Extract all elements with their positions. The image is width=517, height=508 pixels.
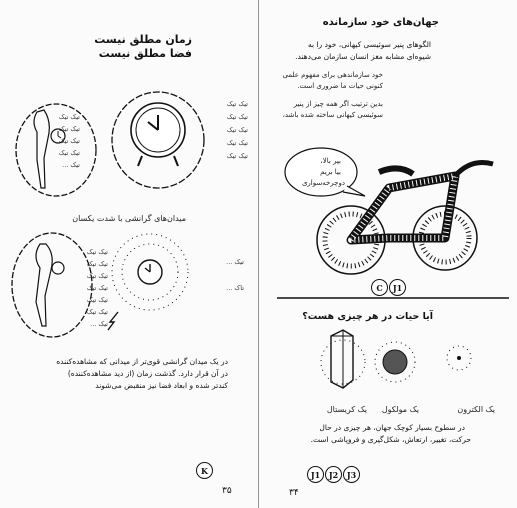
- badge-c: C: [371, 279, 388, 296]
- left-page: [0, 0, 258, 508]
- tick-tl-4: تیک ...: [62, 161, 80, 169]
- badge-j2: J2: [325, 466, 342, 483]
- badge-k: K: [196, 462, 213, 479]
- bubble-line2: بیا بریم: [320, 168, 341, 176]
- label-crystal: یک کریستال: [326, 405, 367, 414]
- right-intro-line1: الگوهای پنیر سوئیسی کیهانی، خود را به: [307, 40, 431, 49]
- tick-bl-0: تیک تیک: [86, 248, 108, 256]
- left-illustrations: [0, 0, 258, 508]
- bubble-line1: بپر بالا،: [320, 157, 341, 165]
- tick-br-0: تیک ...: [226, 258, 244, 266]
- arrow-icon: [108, 312, 118, 330]
- tick-bl-4: تیک تیک: [86, 296, 108, 304]
- small-clock-icon-2: [52, 262, 64, 274]
- badge-j3: J3: [343, 466, 360, 483]
- tick-bl-3: تیک تیک: [86, 284, 108, 292]
- left-caption-middle: میدان‌های گرانشی با شدت یکسان: [72, 214, 186, 223]
- badge-j1-top: J1: [389, 279, 406, 296]
- right-page: [259, 0, 517, 508]
- left-title-line2: فضا مطلق نیست: [98, 47, 192, 60]
- tick-bl-1: تیک تیک: [86, 260, 108, 268]
- man-figure-icon: [34, 110, 49, 188]
- tick-tl-2: تیک تیک: [58, 137, 80, 145]
- left-title-line1: زمان مطلق نیست: [94, 33, 192, 46]
- side-note2-line1: بدین ترتیب اگر همه چیز از پنیر: [293, 100, 383, 108]
- badge-j1-bottom: J1: [307, 466, 324, 483]
- tick-bl-2: تیک تیک: [86, 272, 108, 280]
- man-figure-icon-2: [36, 244, 52, 326]
- label-molecule: یک مولکول: [381, 405, 419, 414]
- bottom-text-line2: حرکت، تغییر، ارتعاش، شکل‌گیری و فروپاشی است.: [310, 435, 471, 444]
- side-note1-line1: خود سازماندهی برای مفهوم علمی: [282, 71, 383, 79]
- left-page-number: ۳۵: [222, 486, 232, 496]
- bubble-line3: دوچرخه‌سواری: [301, 179, 345, 187]
- section-title: آیا حیات در هر چیزی هست؟: [302, 311, 433, 322]
- tick-tr-0: تیک تیک: [226, 100, 248, 108]
- crystal-icon: [321, 330, 365, 388]
- left-paragraph-line1: در یک میدان گرانشی قوی‌تر از میدانی که مشاهده‌کننده: [56, 357, 228, 366]
- right-page-number: ۳۴: [289, 488, 299, 498]
- tick-tr-1: تیک تیک: [226, 113, 248, 121]
- right-title: جهان‌های خود سازمانده: [322, 17, 439, 28]
- side-note2-line2: سوئیسی کیهانی ساخته شده باشد،: [282, 111, 383, 119]
- tick-bl-6: تیک ...: [90, 320, 108, 328]
- left-paragraph-line3: کندتر شده و ابعاد فضا نیز منقبض می‌شوند: [95, 381, 228, 390]
- tick-tl-3: تیک تیک: [58, 149, 80, 157]
- tick-tl-1: تیک تیک: [58, 125, 80, 133]
- molecule-icon: [375, 342, 415, 382]
- tick-tr-4: تیک تیک: [226, 152, 248, 160]
- bottom-text-line1: در سطوح بسیار کوچک جهان، هر چیزی در حال: [319, 423, 465, 432]
- label-electron: یک الکترون: [457, 405, 495, 414]
- left-paragraph-line2: در آن قرار دارد. گذشت زمان (از دید مشاهده‌کننده): [67, 369, 228, 378]
- tick-tr-3: تیک تیک: [226, 139, 248, 147]
- side-note1-line2: کنونی حیات ما ضروری است.: [297, 82, 383, 90]
- tick-tr-2: تیک تیک: [226, 126, 248, 134]
- tick-tl-0: تیک تیک: [58, 113, 80, 121]
- right-intro-line2: شیوه‌ای مشابه مغز انسان سازمان می‌دهند.: [295, 52, 431, 61]
- tick-bl-5: تیک تیک: [86, 308, 108, 316]
- electron-icon: [447, 346, 471, 370]
- tick-br-1: تاک ...: [226, 284, 244, 292]
